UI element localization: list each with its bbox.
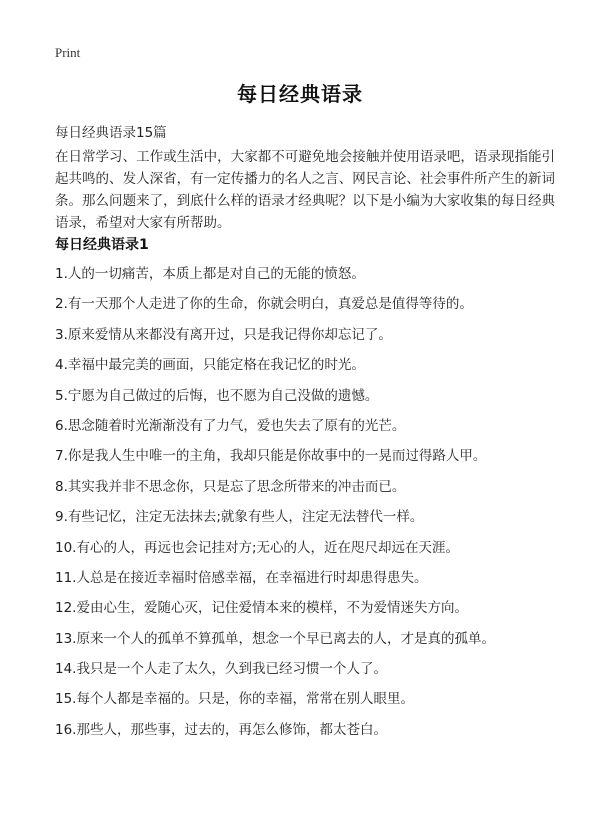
- quote-list: [55, 262, 565, 748]
- quote-item: 6.思念随着时光渐渐没有了力气，爱也失去了原有的光芒。: [55, 417, 406, 434]
- quote-item: 13.原来一个人的孤单不算孤单，想念一个早已离去的人，才是真的孤单。: [55, 630, 495, 647]
- print-label: Print: [55, 45, 81, 60]
- quote-item: 16.那些人，那些事，过去的，再怎么修饰，都太苍白。: [55, 721, 387, 738]
- quote-item: 3.原来爱情从来都没有离开过，只是我记得你却忘记了。: [55, 326, 392, 343]
- document-subtitle: 每日经典语录15篇: [55, 125, 167, 141]
- quote-item: 2.有一天那个人走进了你的生命，你就会明白，真爱总是值得等待的。: [55, 296, 473, 313]
- quote-item: 8.其实我并非不思念你，只是忘了思念所带来的冲击而已。: [55, 478, 406, 495]
- quote-item: 7.你是我人生中唯一的主角，我却只能是你故事中的一晃而过得路人甲。: [55, 448, 487, 465]
- quote-item: 4.幸福中最完美的画面，只能定格在我记忆的时光。: [55, 357, 365, 374]
- quote-item: 14.我只是一个人走了太久，久到我已经习惯一个人了。: [55, 661, 387, 678]
- section-heading: 每日经典语录1: [55, 237, 149, 253]
- quote-item: 10.有心的人，再远也会记挂对方;无心的人，近在咫尺却远在天涯。: [55, 539, 460, 556]
- quote-item: 12.爱由心生，爱随心灭，记住爱情本来的模样，不为爱情迷失方向。: [55, 600, 468, 617]
- quote-item: 11.人总是在接近幸福时倍感幸福，在幸福进行时却患得患失。: [55, 569, 428, 586]
- quote-item: 15.每个人都是幸福的。只是，你的幸福，常常在别人眼里。: [55, 691, 414, 708]
- page-title: 每日经典语录: [237, 82, 363, 106]
- intro-paragraph: 在日常学习、工作或生活中，大家都不可避免地会接触并使用语录吧，语录现指能引起共鸣的、发人深省，有一定传播力的名人之言、网民言论、社会事件所产生的新词条。那么问题来了，到底什么样的语录才经典呢？以下是小编为大家收集的每日经典语录，希望对大家有所帮助。: [55, 149, 555, 231]
- quote-item: 9.有些记忆，注定无法抹去;就象有些人，注定无法替代一样。: [55, 509, 424, 526]
- quote-item: 1.人的一切痛苦，本质上都是对自己的无能的愤怒。: [55, 266, 365, 282]
- quote-item: 5.宁愿为自己做过的后悔，也不愿为自己没做的遗憾。: [55, 387, 379, 404]
